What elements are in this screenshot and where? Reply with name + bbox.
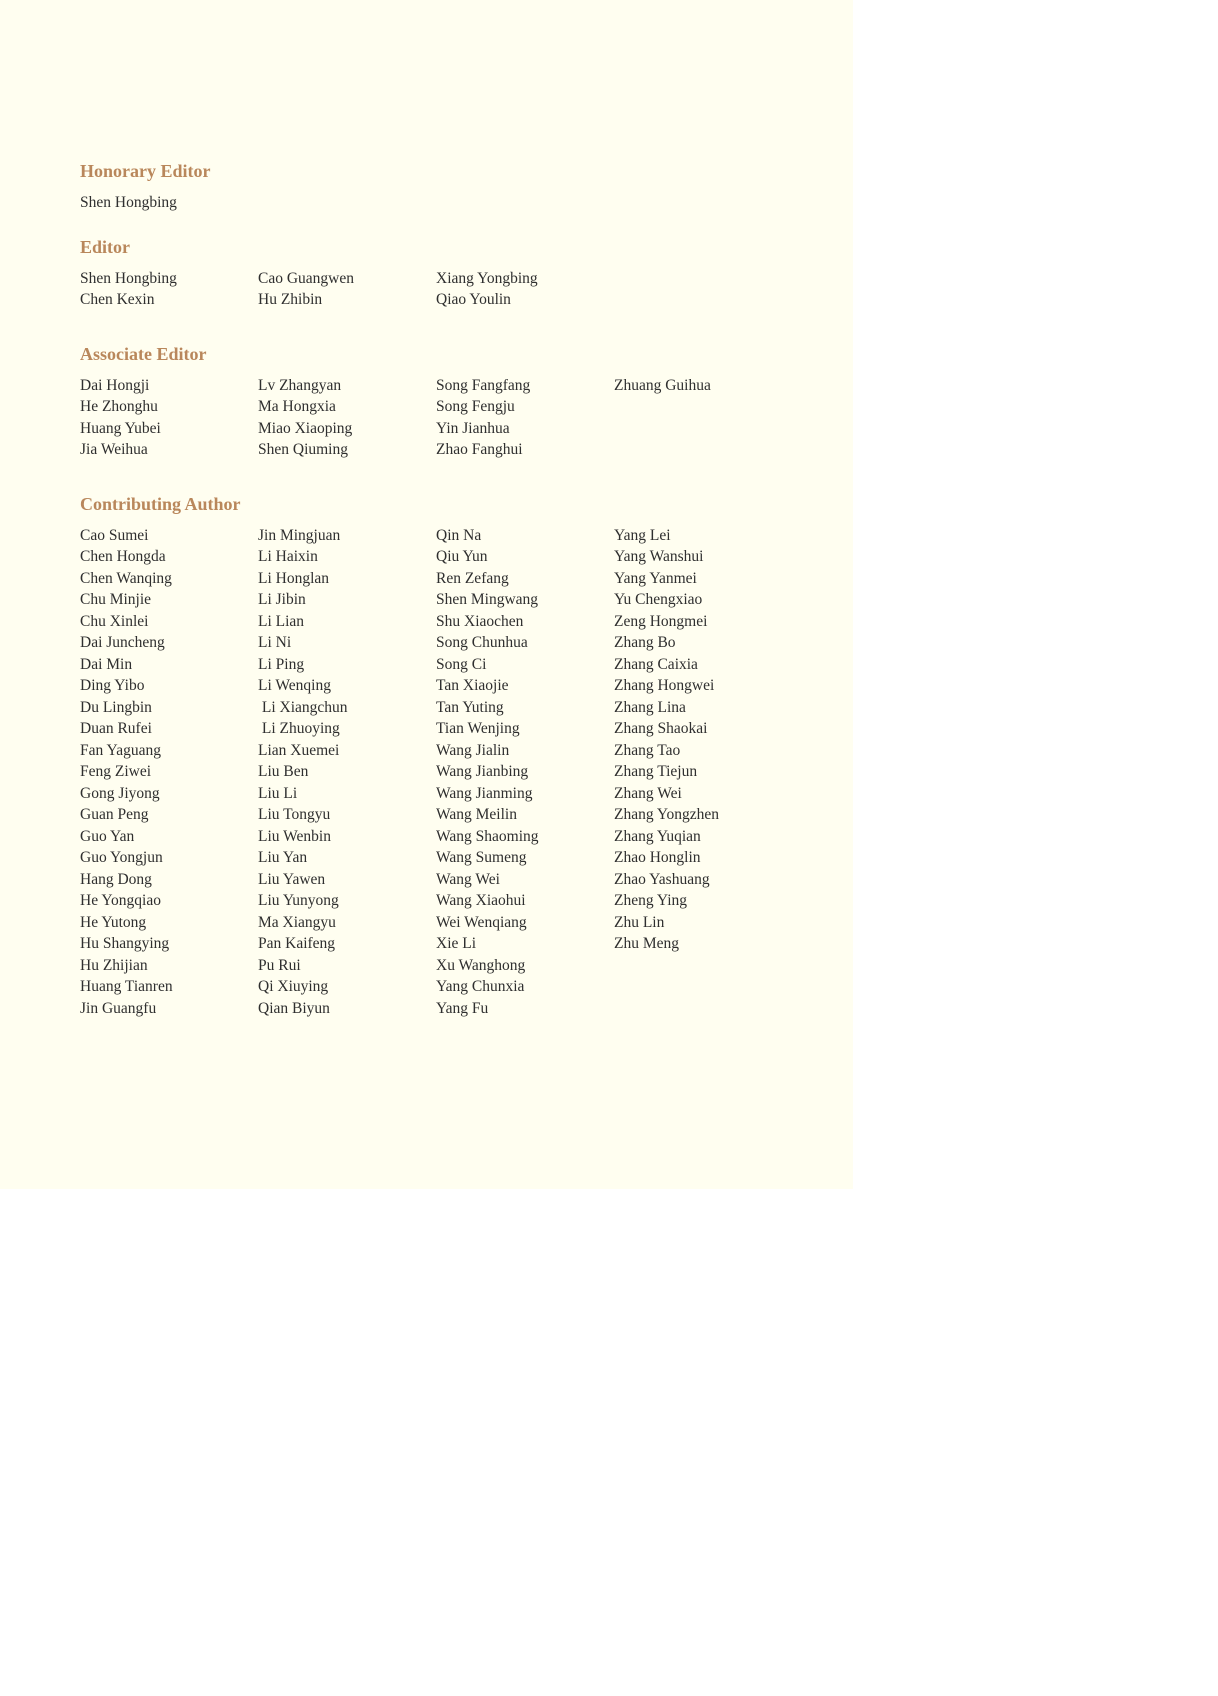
person-name: Qiu Yun <box>436 548 488 565</box>
person-name: Tan Xiaojie <box>436 677 509 694</box>
person-name: He Yongqiao <box>80 892 161 909</box>
person-name: Song Fangfang <box>436 376 531 394</box>
person-name: Yang Lei <box>614 526 671 544</box>
person-name: Li Honglan <box>258 569 330 587</box>
associate-editor-names <box>80 375 840 461</box>
person-name: Chu Minjie <box>80 591 152 608</box>
person-name: Feng Ziwei <box>80 763 152 780</box>
person-name: Dai Min <box>80 655 133 673</box>
person-name: Song Fengju <box>436 398 515 415</box>
person-name: Zhang Caixia <box>614 655 698 673</box>
person-name: Yang Yanmei <box>614 569 697 587</box>
person-name: Shen Qiuming <box>258 441 348 458</box>
person-name: Duan Rufei <box>80 720 152 737</box>
person-name: Ma Xiangyu <box>258 913 336 931</box>
person-name: Wang Sumeng <box>436 849 527 866</box>
person-name <box>614 289 792 311</box>
person-name: Guo Yongjun <box>80 849 163 866</box>
person-name: Tan Yuting <box>436 698 504 716</box>
person-name: Zhang Shaokai <box>614 720 708 737</box>
person-name: Shu Xiaochen <box>436 612 524 630</box>
person-name: Wang Xiaohui <box>436 892 526 909</box>
person-name: Xiang Yongbing <box>436 269 538 287</box>
person-name: Qiao Youlin <box>436 291 511 308</box>
person-name: Li Jibin <box>258 591 306 608</box>
person-name: Huang Tianren <box>80 978 173 995</box>
person-name: Zhuang Guihua <box>614 376 711 394</box>
person-name: Liu Li <box>258 784 298 802</box>
person-name: Shen Hongbing <box>80 269 177 287</box>
section-contributing-author <box>80 493 840 1020</box>
person-name: Zheng Ying <box>614 892 688 909</box>
person-name: Li Zhuoying <box>258 720 340 737</box>
person-name: Jia Weihua <box>80 441 148 458</box>
person-name: Fan Yaguang <box>80 741 161 759</box>
person-name <box>614 439 792 461</box>
person-name: Pan Kaifeng <box>258 935 336 952</box>
person-name: Guo Yan <box>80 827 135 845</box>
contributing-author-names <box>80 525 840 1020</box>
person-name: Zeng Hongmei <box>614 612 708 630</box>
person-name: Zhang Hongwei <box>614 677 715 694</box>
person-name: Zhang Bo <box>614 634 676 651</box>
person-name: Wang Meilin <box>436 806 517 823</box>
person-name: Li Wenqing <box>258 677 331 694</box>
person-name <box>614 418 792 440</box>
person-name: Wei Wenqiang <box>436 913 527 931</box>
person-name: Li Ni <box>258 634 292 651</box>
person-name: Hu Shangying <box>80 935 170 952</box>
person-name: Hu Zhibin <box>258 291 323 308</box>
person-name: Jin Mingjuan <box>258 526 341 544</box>
person-name: Xu Wanghong <box>436 956 526 974</box>
person-name: Liu Yunyong <box>258 892 339 909</box>
person-name: Guan Peng <box>80 806 149 823</box>
person-name <box>614 396 792 418</box>
person-name: Zhang Yongzhen <box>614 806 720 823</box>
editor-names <box>80 268 840 311</box>
person-name <box>614 268 792 290</box>
person-name: Miao Xiaoping <box>258 419 353 437</box>
person-name: Wang Jianbing <box>436 763 529 780</box>
person-name <box>614 192 792 214</box>
person-name: Li Lian <box>258 612 305 630</box>
person-name: Shen Mingwang <box>436 591 539 608</box>
person-name: Zhao Yashuang <box>614 870 710 888</box>
person-name: Du Lingbin <box>80 698 152 716</box>
section-title-contributing-author: Contributing Author <box>80 493 241 514</box>
person-name: Zhao Fanghui <box>436 441 523 458</box>
person-name: He Yutong <box>80 913 147 931</box>
contributors-list <box>80 160 840 1019</box>
section-title-editor: Editor <box>80 236 131 257</box>
person-name: Hang Dong <box>80 870 152 888</box>
person-name: Zhao Honglin <box>614 849 701 866</box>
section-associate-editor <box>80 343 840 461</box>
person-name: Liu Tongyu <box>258 806 331 823</box>
person-name: Ding Yibo <box>80 677 145 694</box>
person-name: Dai Juncheng <box>80 634 165 651</box>
person-name: Wang Wei <box>436 870 500 888</box>
person-name: Li Ping <box>258 655 305 673</box>
person-name: Lian Xuemei <box>258 741 340 759</box>
section-editor <box>80 236 840 311</box>
person-name: Wang Jianming <box>436 784 533 802</box>
person-name: Tian Wenjing <box>436 720 520 737</box>
person-name: Qi Xiuying <box>258 978 329 995</box>
honorary-editor-names <box>80 192 840 214</box>
person-name: Song Chunhua <box>436 634 528 651</box>
person-name: Chen Hongda <box>80 548 166 565</box>
person-name: Zhu Lin <box>614 913 665 931</box>
person-name: Qian Biyun <box>258 999 330 1017</box>
person-name: Xie Li <box>436 935 477 952</box>
document-page <box>0 0 853 1189</box>
section-title-associate-editor: Associate Editor <box>80 343 207 364</box>
person-name: Lv Zhangyan <box>258 376 342 394</box>
person-name: Ren Zefang <box>436 569 509 587</box>
person-name: Wang Shaoming <box>436 827 539 845</box>
person-name: Zhu Meng <box>614 935 680 952</box>
person-name <box>436 192 614 214</box>
person-name: Cao Sumei <box>80 526 149 544</box>
person-name: Hu Zhijian <box>80 956 148 974</box>
person-name: Yu Chengxiao <box>614 591 703 608</box>
person-name <box>258 192 436 214</box>
person-name: Li Xiangchun <box>258 698 348 716</box>
person-name: Jin Guangfu <box>80 999 157 1017</box>
person-name: Li Haixin <box>258 548 318 565</box>
person-name: Qin Na <box>436 526 482 544</box>
person-name: Chu Xinlei <box>80 612 149 630</box>
person-name: Pu Rui <box>258 956 301 974</box>
person-name: Yang Fu <box>436 999 489 1017</box>
person-name: Chen Kexin <box>80 291 155 308</box>
person-name: Liu Yan <box>258 849 308 866</box>
section-honorary-editor <box>80 160 840 214</box>
person-name <box>614 955 792 977</box>
person-name: Zhang Wei <box>614 784 682 802</box>
person-name: He Zhonghu <box>80 398 158 415</box>
person-name: Yin Jianhua <box>436 419 510 437</box>
person-name: Liu Yawen <box>258 870 326 888</box>
person-name: Zhang Lina <box>614 698 686 716</box>
person-name: Gong Jiyong <box>80 784 160 802</box>
person-name: Zhang Yuqian <box>614 827 701 845</box>
person-name: Wang Jialin <box>436 741 510 759</box>
person-name: Ma Hongxia <box>258 398 336 415</box>
person-name: Zhang Tao <box>614 741 681 759</box>
person-name: Chen Wanqing <box>80 569 172 587</box>
section-title-honorary-editor: Honorary Editor <box>80 161 211 181</box>
person-name: Song Ci <box>436 655 487 673</box>
person-name <box>614 976 792 998</box>
person-name: Liu Wenbin <box>258 827 331 845</box>
person-name: Liu Ben <box>258 763 309 780</box>
person-name: Cao Guangwen <box>258 269 354 287</box>
person-name <box>614 998 792 1020</box>
person-name: Zhang Tiejun <box>614 763 698 780</box>
person-name: Shen Hongbing <box>80 194 177 211</box>
person-name: Dai Hongji <box>80 376 150 394</box>
person-name: Huang Yubei <box>80 419 161 437</box>
person-name: Yang Chunxia <box>436 978 525 995</box>
person-name: Yang Wanshui <box>614 548 704 565</box>
